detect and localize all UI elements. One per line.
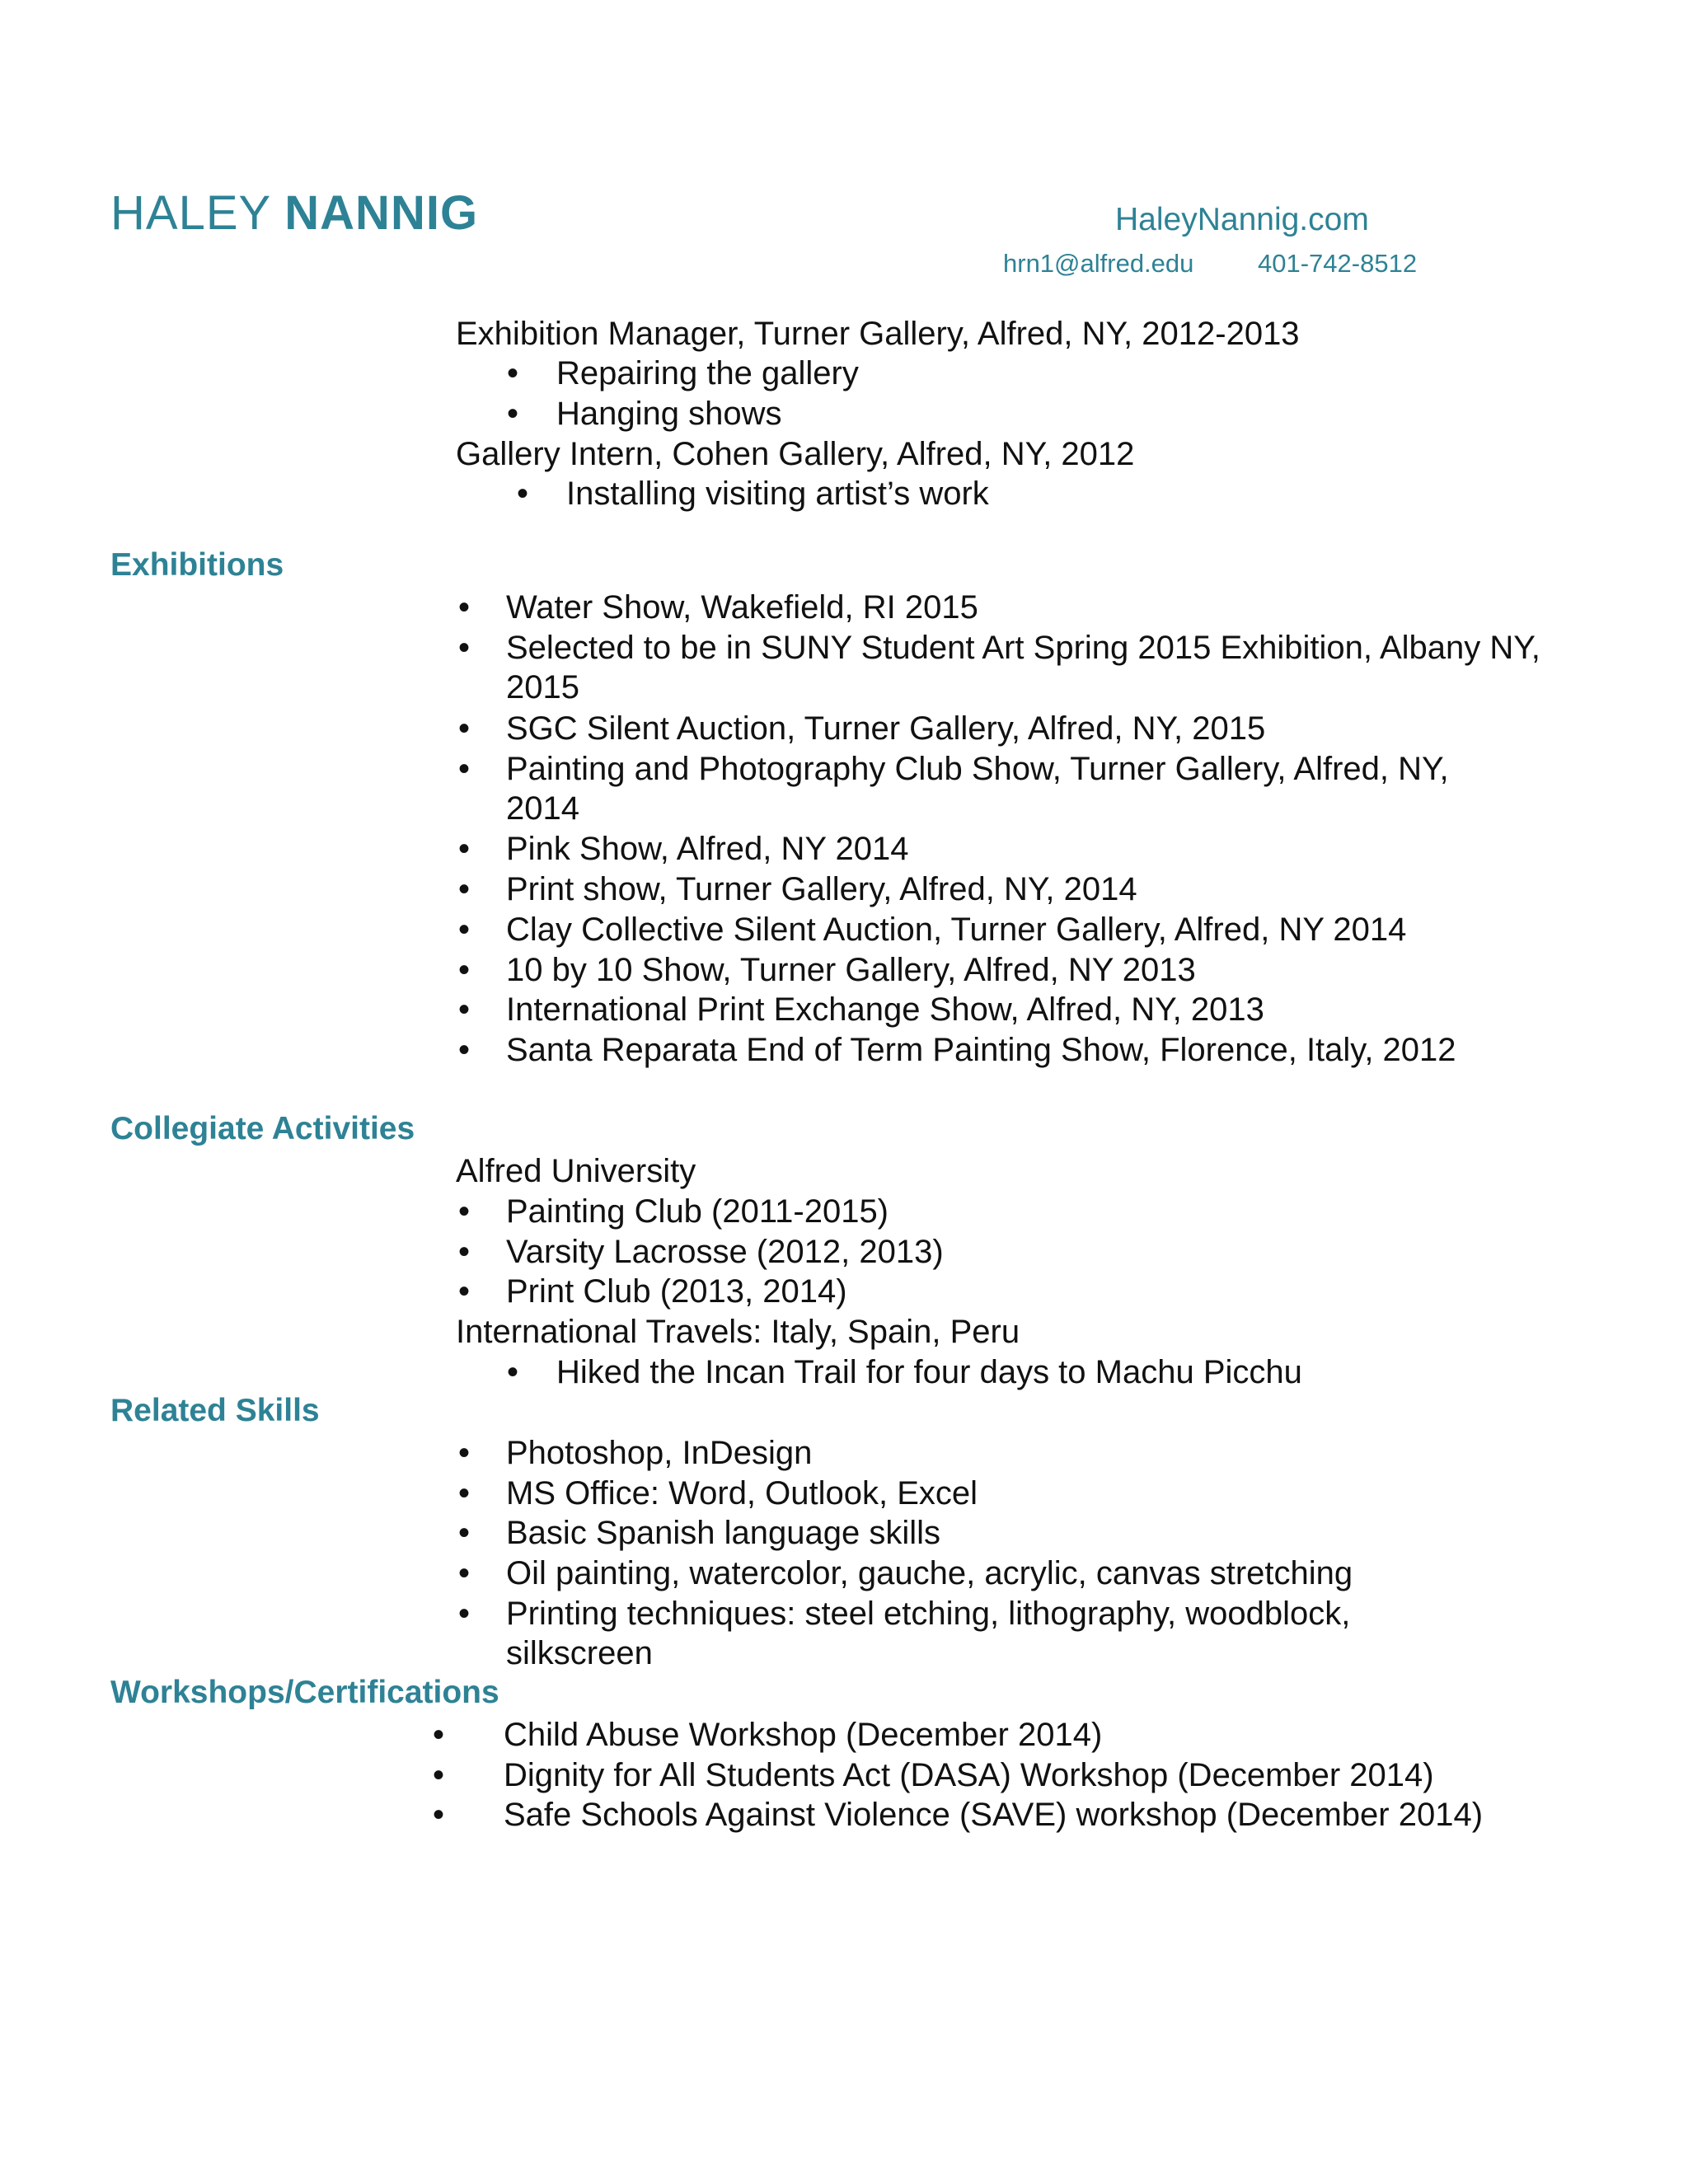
bullet: • [507,355,519,391]
name-heading [110,185,478,241]
bullet: • [517,476,529,512]
list-item-text: Clay Collective Silent Auction, Turner Gallery, Alfred, NY 2014 [506,912,1407,948]
list-item-text: Basic Spanish language skills [506,1515,940,1551]
bullet: • [458,991,471,1028]
list-item-text: Installing visiting artist’s work [566,476,989,512]
list-item-text: MS Office: Word, Outlook, Excel [506,1475,978,1511]
bullet: • [458,1193,471,1230]
first-name: HALEY [110,186,271,240]
school-name: Alfred University [456,1153,696,1189]
list-item-text: Oil painting, watercolor, gauche, acrylic, canvas stretching [506,1555,1353,1591]
list-item-text: Painting Club (2011-2015) [506,1193,889,1230]
list-item-text: Hiked the Incan Trail for four days to Machu Picchu [556,1354,1302,1390]
list-item-text: Print Club (2013, 2014) [506,1273,847,1310]
bullet: • [458,710,471,747]
job-title: Gallery Intern, Cohen Gallery, Alfred, NY, 2012 [456,436,1135,472]
travels-line: International Travels: Italy, Spain, Peru [456,1314,1020,1350]
bullet: • [458,630,471,666]
list-item-text: Pink Show, Alfred, NY 2014 [506,831,909,867]
section-heading-workshops: Workshops/Certifications [110,1675,499,1710]
list-item-text: Selected to be in SUNY Student Art Spring 2015 Exhibition, Albany NY, 2015 [506,630,1540,705]
list-item-text: Printing techniques: steel etching, lithography, woodblock, silkscreen [506,1596,1351,1671]
list-item-text: Painting and Photography Club Show, Turner Gallery, Alfred, NY, 2014 [506,751,1449,827]
email-link[interactable]: hrn1@alfred.edu [1003,249,1194,278]
phone-number: 401-742-8512 [1258,249,1418,278]
bullet: • [458,1555,471,1591]
bullet: • [458,831,471,867]
list-item-text: Santa Reparata End of Term Painting Show, Florence, Italy, 2012 [506,1032,1456,1068]
website-link[interactable]: HaleyNannig.com [1115,202,1369,237]
bullet: • [458,871,471,907]
bullet: • [458,1234,471,1270]
list-item-text: Print show, Turner Gallery, Alfred, NY, 2014 [506,871,1137,907]
bullet: • [458,1596,471,1632]
bullet: • [458,1435,471,1471]
job-title: Exhibition Manager, Turner Gallery, Alfred, NY, 2012-2013 [456,316,1300,352]
bullet: • [458,589,471,626]
list-item-text: 10 by 10 Show, Turner Gallery, Alfred, NY 2013 [506,952,1196,988]
bullet: • [458,912,471,948]
list-item-text: Photoshop, InDesign [506,1435,813,1471]
list-item-text: SGC Silent Auction, Turner Gallery, Alfred, NY, 2015 [506,710,1266,747]
list-item-text: Hanging shows [556,396,782,432]
list-item-text: Dignity for All Students Act (DASA) Workshop (December 2014) [504,1757,1434,1793]
bullet: • [433,1757,445,1793]
bullet: • [458,751,471,787]
section-heading-exhibitions: Exhibitions [110,547,284,583]
section-heading-skills: Related Skills [110,1393,320,1428]
list-item-text: Safe Schools Against Violence (SAVE) workshop (December 2014) [504,1797,1484,1833]
bullet: • [458,1475,471,1511]
list-item-text: Varsity Lacrosse (2012, 2013) [506,1234,944,1270]
bullet: • [507,396,519,432]
list-item-text: International Print Exchange Show, Alfred, NY, 2013 [506,991,1264,1028]
bullet: • [458,952,471,988]
bullet: • [507,1354,519,1390]
bullet: • [433,1797,445,1833]
section-heading-collegiate: Collegiate Activities [110,1111,415,1146]
list-item-text: Child Abuse Workshop (December 2014) [504,1717,1103,1753]
bullet: • [458,1515,471,1551]
bullet: • [458,1032,471,1068]
list-item-text: Repairing the gallery [556,355,859,391]
last-name: NANNIG [284,186,479,240]
bullet: • [458,1273,471,1310]
bullet: • [433,1717,445,1753]
list-item-text: Water Show, Wakefield, RI 2015 [506,589,978,626]
